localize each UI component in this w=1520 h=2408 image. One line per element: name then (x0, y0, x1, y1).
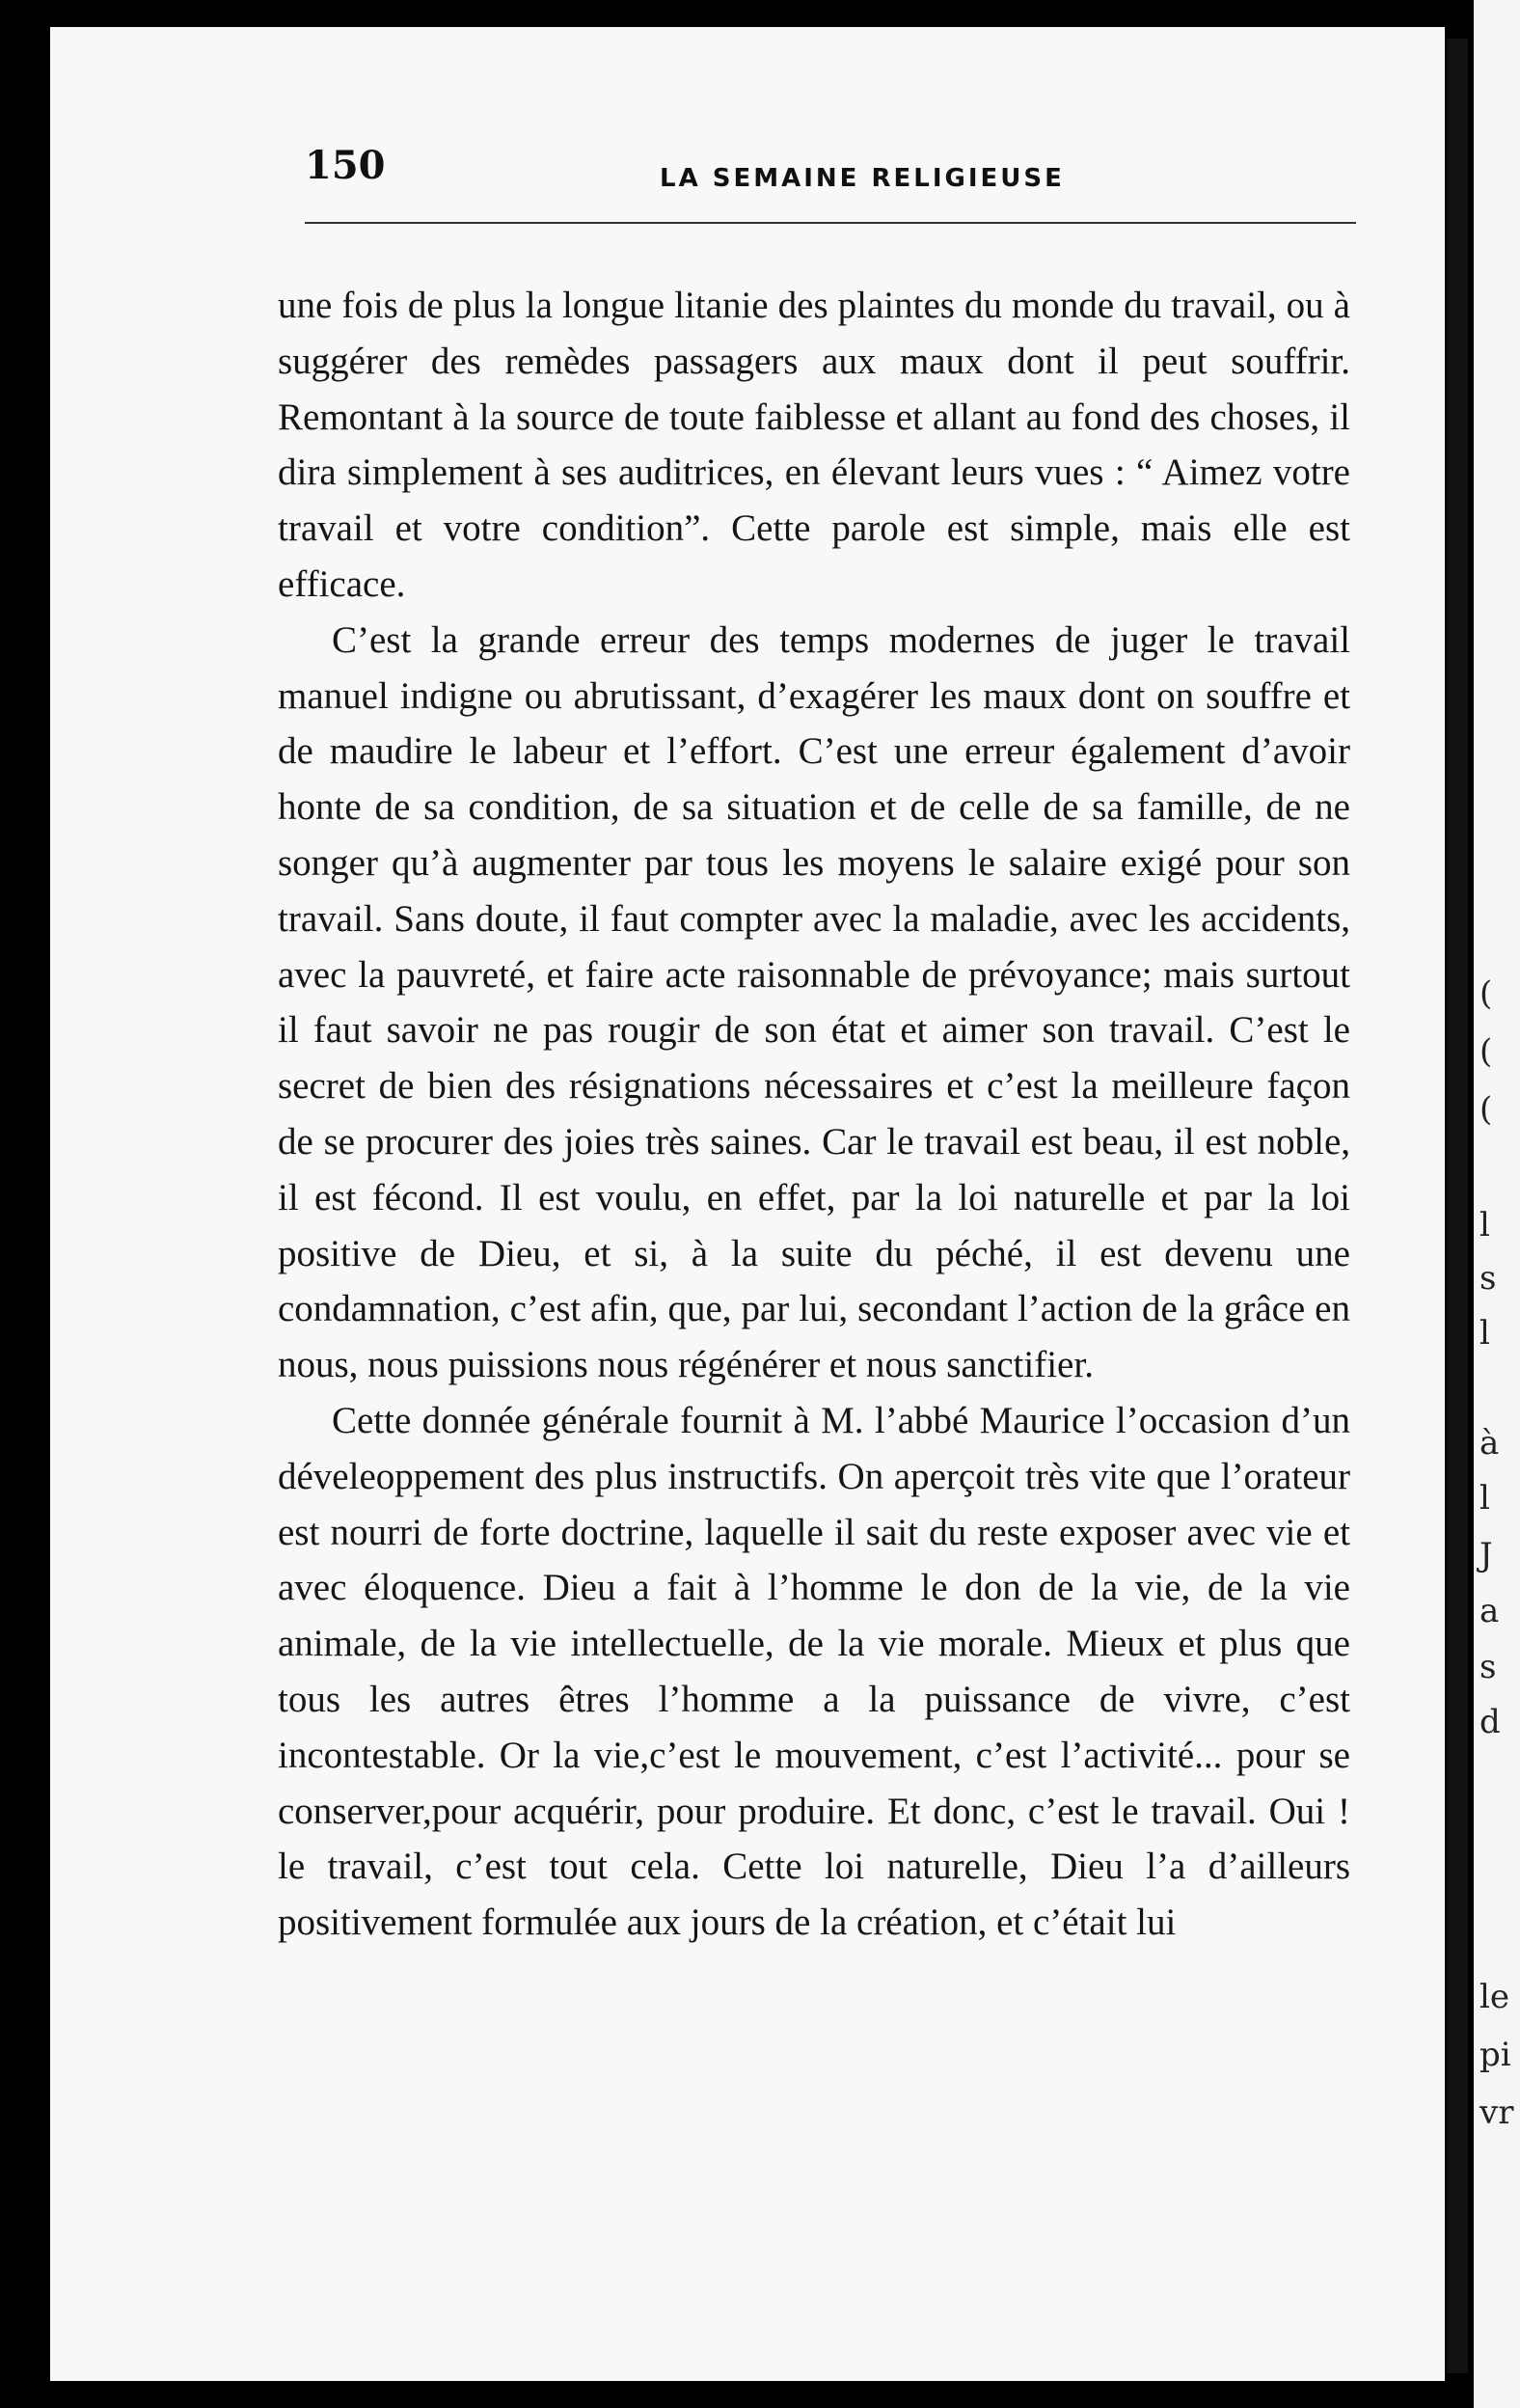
facing-page-fragment: ( (1479, 1090, 1493, 1129)
book-spine-shadow (1447, 39, 1468, 2373)
paragraph-3: Cette donnée générale fournit à M. l’abbé Maurice l’occasion d’un déveleoppement des plus instructifs. On aperçoit très vite que l’orateur est nourri de forte doctrine, laquelle il sait du reste exposer avec vie et avec éloquence. Dieu a fait à l’homme le don de la vie, de la vie animale, de la vie intellectuelle, de la vie morale. Mieux et plus que tous les autres êtres l’homme a la puissance de vivre, c’est incontestable. Or la vie,c’est le mouvement, c’est l’activité... pour se conserver,pour acquérir, pour produire. Et donc, c’est le travail. Oui ! le travail, c’est tout cela. Cette loi naturelle, Dieu l’a d’ailleurs positivement formulée aux jours de la création, et c’était lui (278, 1399, 1350, 1944)
facing-page-fragment: l (1479, 1479, 1490, 1518)
facing-page-fragment: s (1479, 1259, 1497, 1298)
facing-page-fragment: ( (1479, 974, 1493, 1013)
facing-page-edge (1474, 0, 1520, 2408)
facing-page-fragment: pi (1479, 2036, 1511, 2074)
facing-page-fragment: s (1479, 1648, 1497, 1686)
facing-page-fragment: d (1479, 1703, 1501, 1741)
running-head (305, 143, 1356, 201)
facing-page-fragment: l (1479, 1314, 1490, 1353)
journal-title: LA SEMAINE RELIGIEUSE (660, 164, 1065, 193)
header-rule (305, 222, 1356, 224)
page-number: 150 (305, 143, 386, 188)
facing-page-fragment: l (1479, 1206, 1490, 1245)
facing-page-fragment: à (1479, 1424, 1500, 1463)
paragraph-1: une fois de plus la longue litanie des plaintes du monde du travail, ou à suggérer des remèdes passagers aux maux dont il peut souffrir. Remontant à la source de toute faiblesse et allant au fond des choses, il dira simplement à ses auditrices, en élevant leurs vues : “ Aimez votre travail et votre condition”. Cette parole est simple, mais elle est efficace. (278, 285, 1350, 605)
paragraph-2: C’est la grande erreur des temps modernes de juger le travail manuel indigne ou abrutissant, d’exagérer les maux dont on souffre et de maudire le labeur et l’effort. C’est une erreur également d’avoir honte de sa condition, de sa situation et de celle de sa famille, de ne songer qu’à augmenter par tous les moyens le salaire exigé pour son travail. Sans doute, il faut compter avec la maladie, avec les accidents, avec la pauvreté, et faire acte raisonnable de prévoyance; mais surtout il faut savoir ne pas rougir de son état et aimer son travail. C’est le secret de bien des résignations nécessaires et c’est la meilleure façon de se procurer des joies très saines. Car le travail est beau, il est noble, il est fécond. Il est voulu, en effet, par la loi naturelle et par la loi positive de Dieu, et si, à la suite du péché, il est devenu une condamnation, c’est afin, que, par lui, secondant l’action de la grâce en nous, nous puissions nous régénérer et nous sanctifier. (278, 618, 1350, 1386)
facing-page-fragment: a (1479, 1592, 1500, 1630)
facing-page-fragment: le (1479, 1978, 1509, 2016)
body-text (278, 278, 1350, 1951)
facing-page-fragment: J (1479, 1536, 1493, 1574)
facing-page-fragment: ( (1479, 1032, 1493, 1071)
facing-page-fragment: vr (1479, 2093, 1514, 2132)
